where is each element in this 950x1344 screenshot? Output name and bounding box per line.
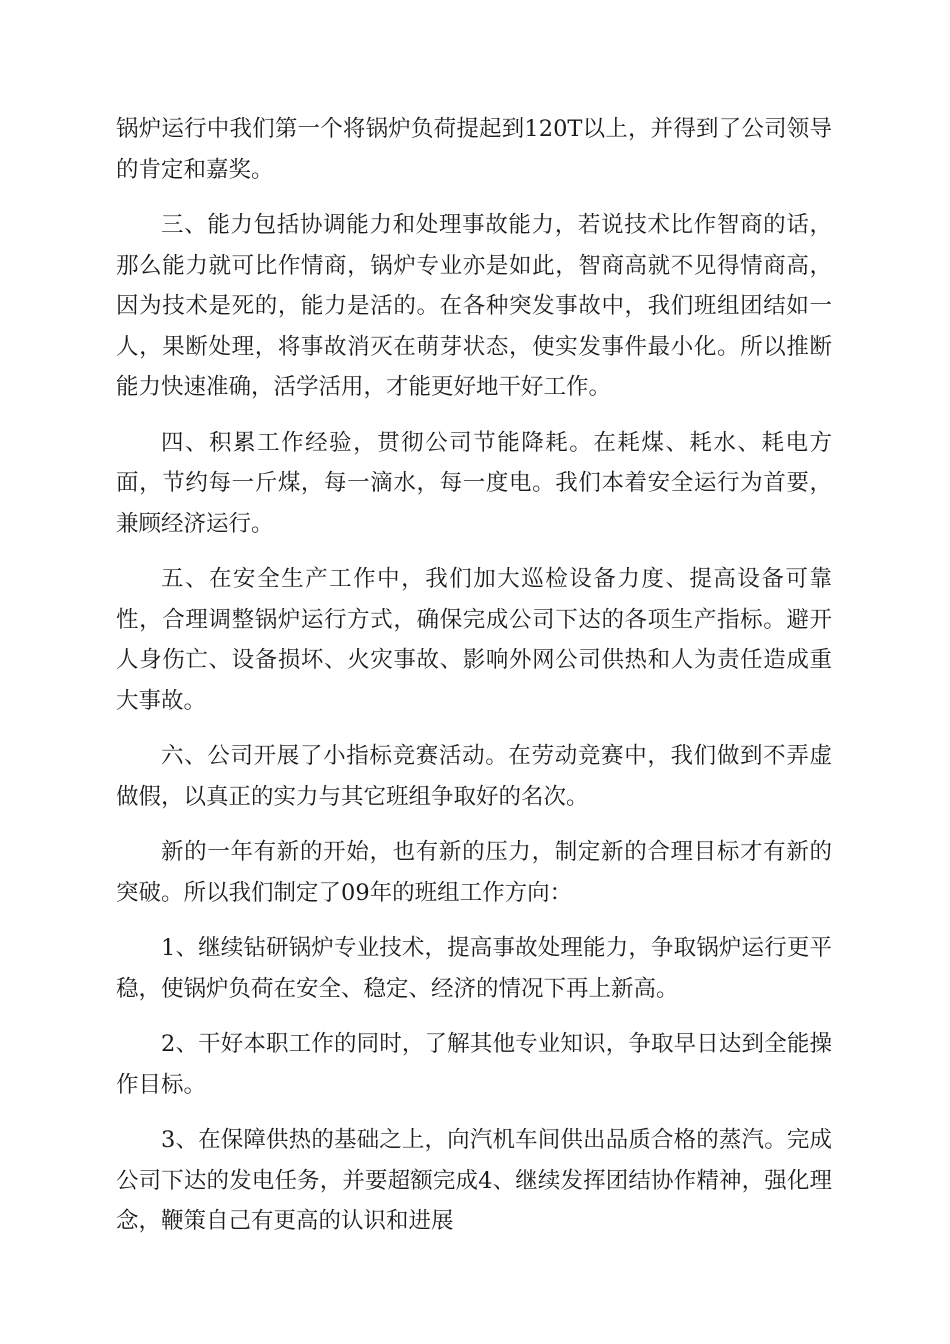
document-body (116, 109, 832, 1257)
paragraph-9: 3、在保障供热的基础之上，向汽机车间供出品质合格的蒸汽。完成公司下达的发电任务，并要超额完成4、继续发挥团结协作精神，强化理念，鞭策自己有更高的认识和进展 (116, 1127, 832, 1234)
paragraph-3: 四、积累工作经验，贯彻公司节能降耗。在耗煤、耗水、耗电方面，节约每一斤煤，每一滴水，每一度电。我们本着安全运行为首要，兼顾经济运行。 (116, 429, 832, 537)
paragraph-7: 1、继续钻研锅炉专业技术，提高事故处理能力，争取锅炉运行更平稳，使锅炉负荷在安全、稳定、经济的情况下再上新高。 (116, 935, 832, 1002)
paragraph-8: 2、干好本职工作的同时，了解其他专业知识，争取早日达到全能操作目标。 (116, 1031, 832, 1098)
paragraph-6: 新的一年有新的开始，也有新的压力，制定新的合理目标才有新的突破。所以我们制定了09年的班组工作方向： (116, 839, 832, 906)
paragraph-4: 五、在安全生产工作中，我们加大巡检设备力度、提高设备可靠性，合理调整锅炉运行方式，确保完成公司下达的各项生产指标。避开人身伤亡、设备损坏、火灾事故、影响外网公司供热和人为责任造成重大事故。 (116, 566, 832, 714)
paragraph-5: 六、公司开展了小指标竞赛活动。在劳动竞赛中，我们做到不弄虚做假，以真正的实力与其它班组争取好的名次。 (116, 743, 832, 810)
paragraph-1: 锅炉运行中我们第一个将锅炉负荷提起到120T以上，并得到了公司领导的肯定和嘉奖。 (116, 116, 832, 183)
paragraph-2: 三、能力包括协调能力和处理事故能力，若说技术比作智商的话，那么能力就可比作情商，锅炉专业亦是如此，智商高就不见得情商高，因为技术是死的，能力是活的。在各种突发事故中，我们班组团结如一人，果断处理，将事故消灭在萌芽状态，使实发事件最小化。所以推断能力快速准确，活学活用，才能更好地干好工作。 (116, 212, 832, 400)
